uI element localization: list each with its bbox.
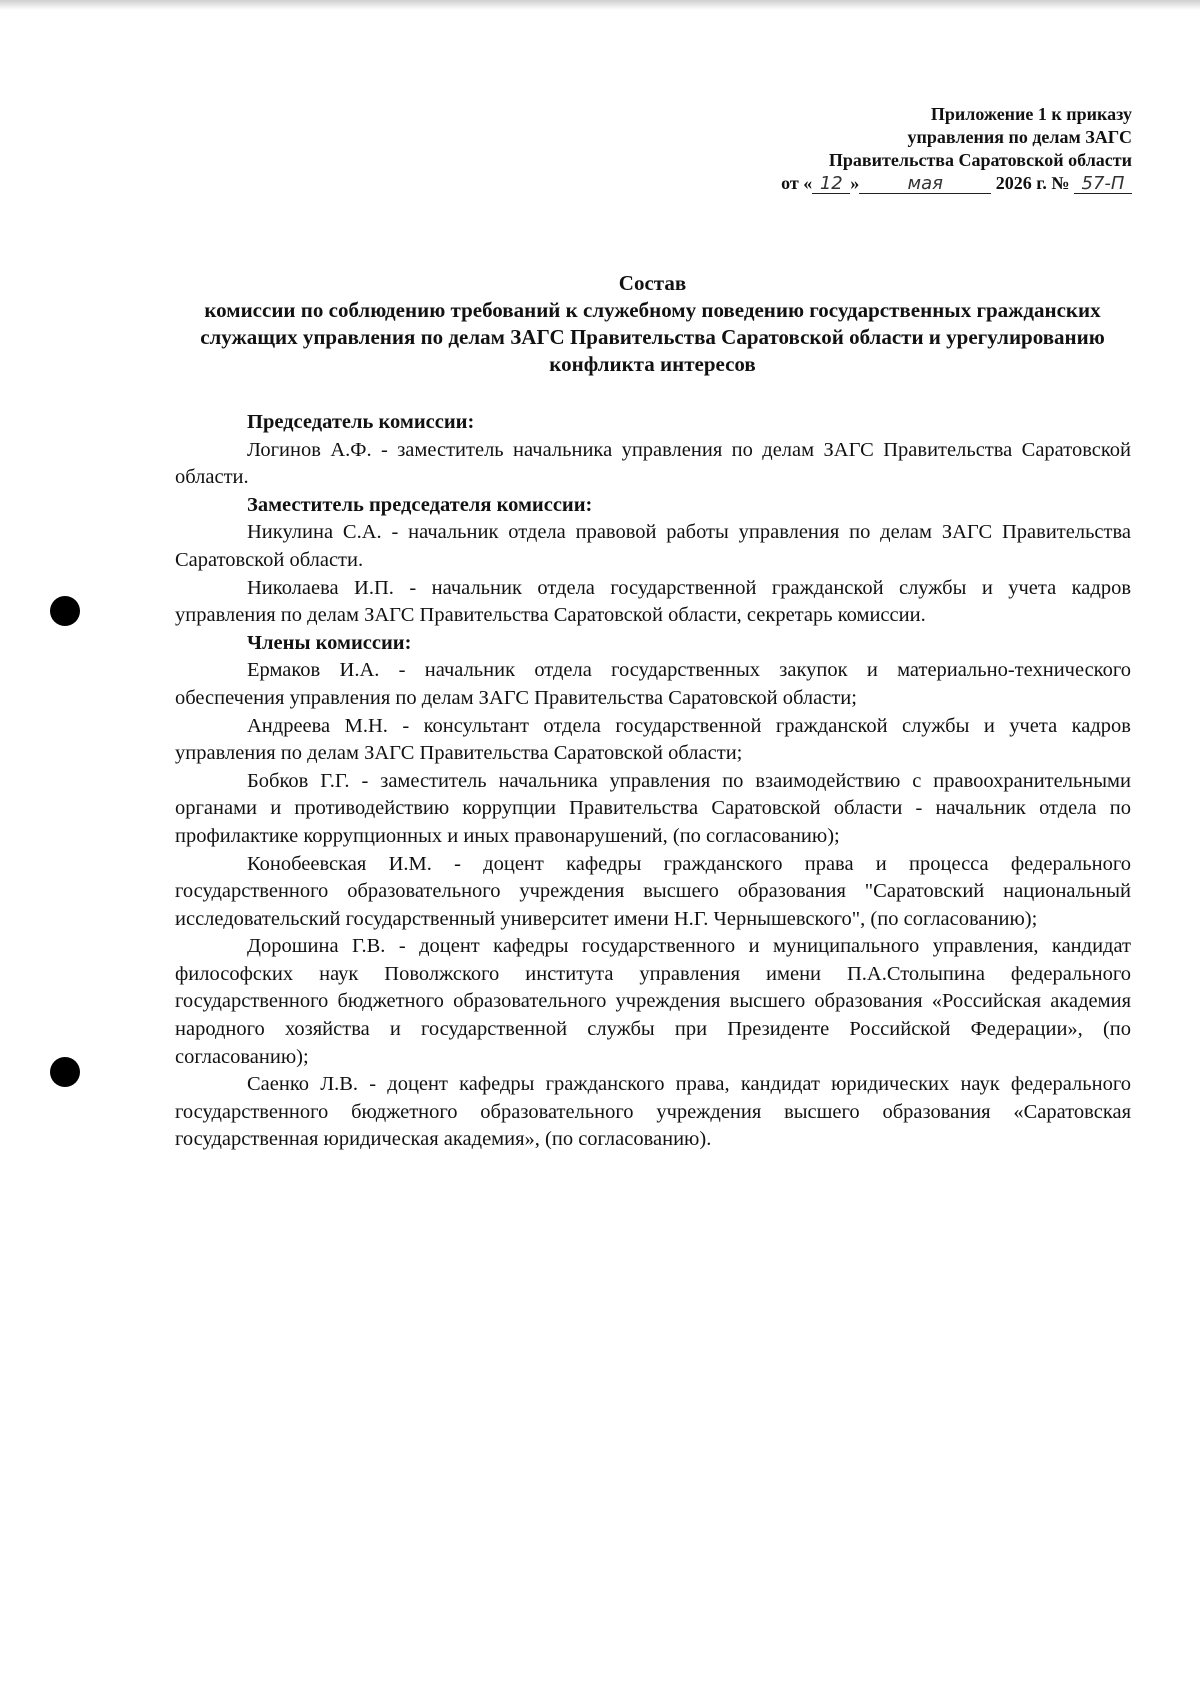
header-date-line xyxy=(652,172,1132,195)
member-entry: Ермаков И.А. - начальник отдела государственных закупок и материально-технического обеспечения управления по делам ЗАГС Правительства Саратовской области; xyxy=(175,659,1131,709)
date-year: 2026 г. № xyxy=(995,173,1070,193)
section-heading: Заместитель председателя комиссии: xyxy=(247,493,593,516)
appendix-header xyxy=(652,103,1132,195)
header-line: Приложение 1 к приказу xyxy=(930,104,1132,124)
member-entry: Логинов А.Ф. - заместитель начальника управления по делам ЗАГС Правительства Саратовской области. xyxy=(175,438,1131,489)
member-entry: Андреева М.Н. - консультант отдела государственной гражданской службы и учета кадров управления по делам ЗАГС Правительства Саратовской области; xyxy=(175,714,1131,765)
document-body xyxy=(175,409,1131,1154)
member-entry: Дорошина Г.В. - доцент кафедры государственного и муниципального управления, кандидат философских наук Поволжского института управления имени П.А.Столыпина федерального государственного бюджетного образовательного учреждения высшего образования «Российская академия народного хозяйства и государственной службы при Президенте Российской Федерации», (по согласованию); xyxy=(175,935,1131,1068)
handwritten-month: мая xyxy=(859,175,991,194)
scan-edge-shadow xyxy=(0,0,1200,10)
date-quote: » xyxy=(850,173,860,193)
member-entry: Николаева И.П. - начальник отдела государственной гражданской службы и учета кадров управления по делам ЗАГС Правительства Саратовской области, секретарь комиссии. xyxy=(175,576,1131,627)
title-subtitle: комиссии по соблюдению требований к служебному поведению государственных гражданских служащих управления по делам ЗАГС Правительства Саратовской области и урегулированию конфликта интересов xyxy=(200,298,1105,376)
handwritten-day: 12 xyxy=(812,175,850,194)
handwritten-doc-number: 57-П xyxy=(1074,175,1132,194)
date-prefix: от « xyxy=(781,173,813,193)
member-entry: Саенко Л.В. - доцент кафедры гражданского права, кандидат юридических наук федерального государственного бюджетного образовательного учреждения высшего образования «Саратовская государственная юридическая академия», (по согласованию). xyxy=(175,1073,1131,1151)
title-word: Состав xyxy=(618,271,687,295)
section-heading: Члены комиссии: xyxy=(247,631,412,654)
section-heading: Председатель комиссии: xyxy=(247,411,475,433)
document-title xyxy=(175,270,1130,378)
member-entry: Бобков Г.Г. - заместитель начальника управления по взаимодействию с правоохранительными органами и противодействию коррупции Правительства Саратовской области - начальник отдела по профилактике коррупционных и иных правонарушений, (по согласованию); xyxy=(175,769,1131,847)
punch-hole xyxy=(50,1057,80,1087)
member-entry: Конобеевская И.М. - доцент кафедры гражданского права и процесса федерального государственного образовательного учреждения высшего образования "Саратовский национальный исследовательский государственный университет имени Н.Г. Чернышевского", (по согласованию); xyxy=(175,852,1131,930)
header-line: управления по делам ЗАГС xyxy=(907,127,1132,147)
punch-hole xyxy=(50,596,80,626)
member-entry: Никулина С.А. - начальник отдела правовой работы управления по делам ЗАГС Правительства Саратовской области. xyxy=(175,521,1131,571)
header-line: Правительства Саратовской области xyxy=(828,150,1132,170)
